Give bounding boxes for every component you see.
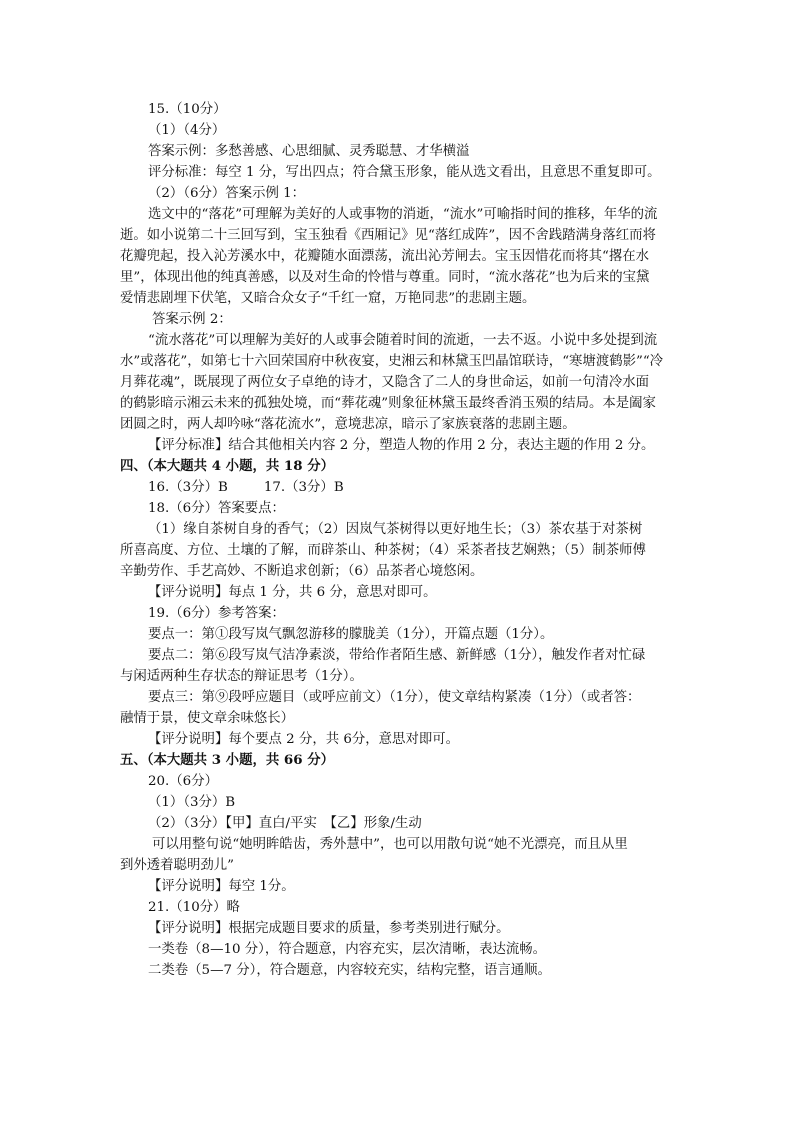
line-text: 所喜高度、方位、土壤的了解，而辟茶山、种茶树；（4）采茶者技艺娴熟；（5）制茶师傅 <box>120 543 646 558</box>
text-line <box>120 246 680 267</box>
line-text: 一类卷（8—10 分），符合题意，内容充实，层次清晰，表达流畅。 <box>148 942 547 957</box>
line-text: 【评分说明】根据完成题目要求的质量，参考类别进行赋分。 <box>148 921 510 936</box>
line-text: 评分标准：每空 1 分，写出四点；符合黛玉形象，能从选文看出，且意思不重复即可。 <box>148 165 661 180</box>
line-text: 的鹤影暗示湘云未来的孤独处境，而“葬花魂”则象征林黛玉最终香消玉殒的结局。本是阖家 <box>120 396 656 411</box>
line-text: 【评分说明】每点 1 分，共 6 分，意思对即可。 <box>148 585 437 600</box>
text-line <box>120 540 680 561</box>
text-line <box>120 372 680 393</box>
text-line <box>120 708 680 729</box>
line-text: 到外透着聪明劲儿” <box>120 858 234 873</box>
line-text: 五、（本大题共 3 小题，共 66 分） <box>120 752 334 768</box>
line-text: 逝。如小说第二十三回写到，宝玉独看《西厢记》见“落红成阵”，因不舍践踏满身落红而将 <box>120 228 656 243</box>
line-text: 15.（10分） <box>148 102 227 117</box>
text-line <box>120 603 680 624</box>
line-text: 【评分标准】结合其他相关内容 2 分，塑造人物的作用 2 分，表达主题的作用 2 分。 <box>148 438 655 453</box>
text-line <box>120 99 680 120</box>
text-line <box>120 897 680 918</box>
line-text: 爱情悲剧埋下伏笔，又暗合众女子“千红一窟，万艳同悲”的悲剧主题。 <box>120 291 536 306</box>
text-line <box>120 204 680 225</box>
text-line <box>120 792 680 813</box>
line-text: 答案示例 2： <box>152 312 232 327</box>
text-line <box>120 519 680 540</box>
line-text: 21.（10分）略 <box>148 900 240 915</box>
line-text: 要点三：第⑨段呼应题目（或呼应前文）（1分），使文章结构紧凑（1分）（或者答： <box>148 690 641 705</box>
text-line <box>120 582 680 603</box>
text-line <box>120 855 680 876</box>
text-line <box>120 687 680 708</box>
text-line <box>120 624 680 645</box>
text-line <box>120 414 680 435</box>
text-line <box>120 225 680 246</box>
text-line <box>120 561 680 582</box>
line-text: 团圆之时，两人却吟咏“落花流水”，意境悲凉，暗示了家族衰落的悲剧主题。 <box>120 417 576 432</box>
text-line <box>120 267 680 288</box>
line-text: 四、（本大题共 4 小题，共 18 分） <box>120 458 334 474</box>
line-text: （2）（6分）答案示例 1： <box>148 186 306 201</box>
text-line <box>120 351 680 372</box>
text-line <box>120 330 680 351</box>
line-text: 月葬花魂”，既展现了两位女子卓绝的诗才，又隐含了二人的身世命运，如前一句清冷水面 <box>120 375 650 390</box>
line-text: 选文中的“落花”可理解为美好的人或事物的消逝，“流水”可喻指时间的推移，年华的流 <box>148 207 658 222</box>
text-line <box>120 876 680 897</box>
text-line <box>120 456 680 477</box>
line-text: 里”，体现出他的纯真善感，以及对生命的怜惜与尊重。同时，“流水落花”也为后来的宝黛 <box>120 270 650 285</box>
line-text: 16.（3分）B <box>148 480 228 495</box>
line-text: 19.（6分）参考答案： <box>148 606 285 621</box>
text-line <box>120 183 680 204</box>
line-text: 20.（6分） <box>148 774 218 789</box>
text-line <box>120 834 680 855</box>
line-text-second: 17.（3分）B <box>263 480 344 495</box>
line-text: 18.（6分）答案要点： <box>148 501 285 516</box>
text-line <box>120 729 680 750</box>
text-line <box>120 141 680 162</box>
text-line <box>120 309 680 330</box>
text-line <box>120 813 680 834</box>
line-text: 辛勤劳作、手艺高妙、不断追求创新；（6）品茶者心境悠闲。 <box>120 564 484 579</box>
text-line <box>120 666 680 687</box>
line-text: 与闲适两种生存状态的辩证思考（1分）。 <box>120 669 363 684</box>
line-text: （1）（3分）B <box>148 795 236 810</box>
text-line <box>120 918 680 939</box>
text-line <box>120 960 680 981</box>
text-line <box>120 288 680 309</box>
line-text: 融情于景，使文章余味悠长） <box>120 711 295 726</box>
text-line <box>120 750 680 771</box>
line-text: （1）（4分） <box>148 123 226 138</box>
text-line <box>120 393 680 414</box>
line-text: 水”或落花”，如第七十六回荣国府中秋夜宴，史湘云和林黛玉凹晶馆联诗，“寒塘渡鹤影”“冷 <box>120 354 664 369</box>
line-text: 二类卷（5—7 分），符合题意，内容较充实，结构完整，语言通顺。 <box>148 963 551 978</box>
line-text: 要点一：第①段写岚气飘忽游移的朦胧美（1分），开篇点题（1分）。 <box>148 627 554 642</box>
line-text: 答案示例：多愁善感、心思细腻、灵秀聪慧、才华横溢 <box>148 144 470 159</box>
text-line <box>120 162 680 183</box>
text-line <box>120 645 680 666</box>
line-text: （2）（3分）【甲】直白/平实 【乙】形象/生动 <box>148 816 422 831</box>
answer-key-content <box>120 99 680 981</box>
line-text: “流水落花”可以理解为美好的人或事会随着时间的流逝，一去不返。小说中多处提到流 <box>148 333 658 348</box>
text-line <box>120 939 680 960</box>
line-text: （1）缘自茶树自身的香气；（2）因岚气茶树得以更好地生长；（3）茶农基于对茶树 <box>148 522 643 537</box>
text-line <box>120 120 680 141</box>
text-line <box>120 771 680 792</box>
line-text: 【评分说明】每个要点 2 分，共 6分，意思对即可。 <box>148 732 460 747</box>
line-text: 【评分说明】每空 1分。 <box>148 879 295 894</box>
line-text: 可以用整句说“她明眸皓齿，秀外慧中”，也可以用散句说“她不光漂亮，而且从里 <box>152 837 628 852</box>
text-line <box>120 498 680 519</box>
text-line <box>120 477 680 498</box>
line-text: 要点二：第⑥段写岚气洁净素淡，带给作者陌生感、新鲜感（1分），触发作者对忙碌 <box>148 648 646 663</box>
text-line <box>120 435 680 456</box>
line-text: 花瓣兜起，投入沁芳溪水中，花瓣随水面漂荡，流出沁芳闸去。宝玉因惜花而将其“撂在水 <box>120 249 650 264</box>
